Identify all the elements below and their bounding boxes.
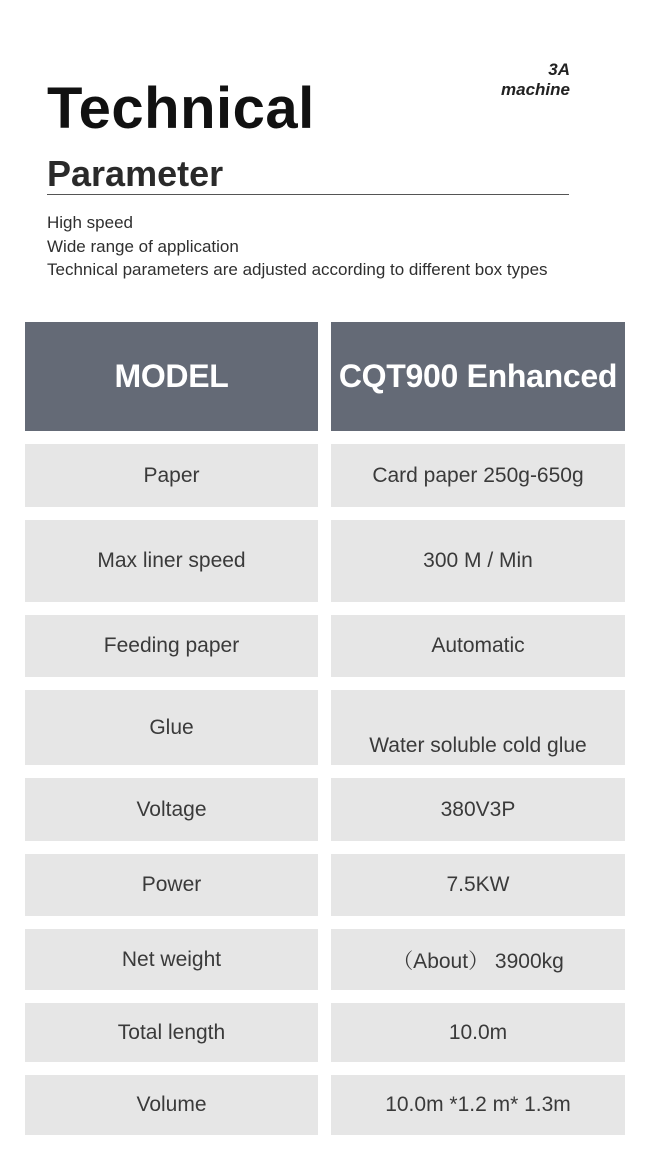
brand-logo [480,60,570,100]
header-label: MODEL [25,322,318,431]
table-header-row [25,322,625,431]
row-label: Total length [25,1003,318,1062]
row-value: 7.5KW [331,854,625,916]
row-label: Net weight [25,929,318,990]
intro-line: Technical parameters are adjusted according to different box types [47,260,548,279]
intro-line: Wide range of application [47,236,239,256]
row-value: （About） 3900kg [331,929,625,990]
row-value: 10.0m *1.2 m* 1.3m [331,1075,625,1135]
page-title: Technical [47,76,315,141]
table-row [25,520,625,602]
table-row [25,690,625,765]
table-row [25,1075,625,1135]
table-row [25,444,625,507]
row-value: Card paper 250g-650g [331,444,625,507]
row-label: Voltage [25,778,318,841]
header-value: CQT900 Enhanced [331,322,625,431]
table-row [25,854,625,916]
row-value: 10.0m [331,1003,625,1062]
row-value: Water soluble cold glue [331,690,625,765]
row-value: 380V3P [331,778,625,841]
row-label: Glue [25,690,318,765]
row-label: Power [25,854,318,916]
page-subtitle: Parameter [47,153,224,194]
table-row [25,929,625,990]
intro-line: High speed [47,213,134,232]
table-row [25,1003,625,1062]
table-row [25,615,625,677]
title-divider [47,194,569,195]
row-label: Feeding paper [25,615,318,677]
row-value: Automatic [331,615,625,677]
row-label: Paper [25,444,318,507]
table-row [25,778,625,841]
intro-text [47,211,548,282]
row-label: Max liner speed [25,520,318,602]
brand-line-2: machine [501,80,570,99]
row-label: Volume [25,1075,318,1135]
row-value: 300 M / Min [331,520,625,602]
brand-line-1: 3A [548,60,570,79]
